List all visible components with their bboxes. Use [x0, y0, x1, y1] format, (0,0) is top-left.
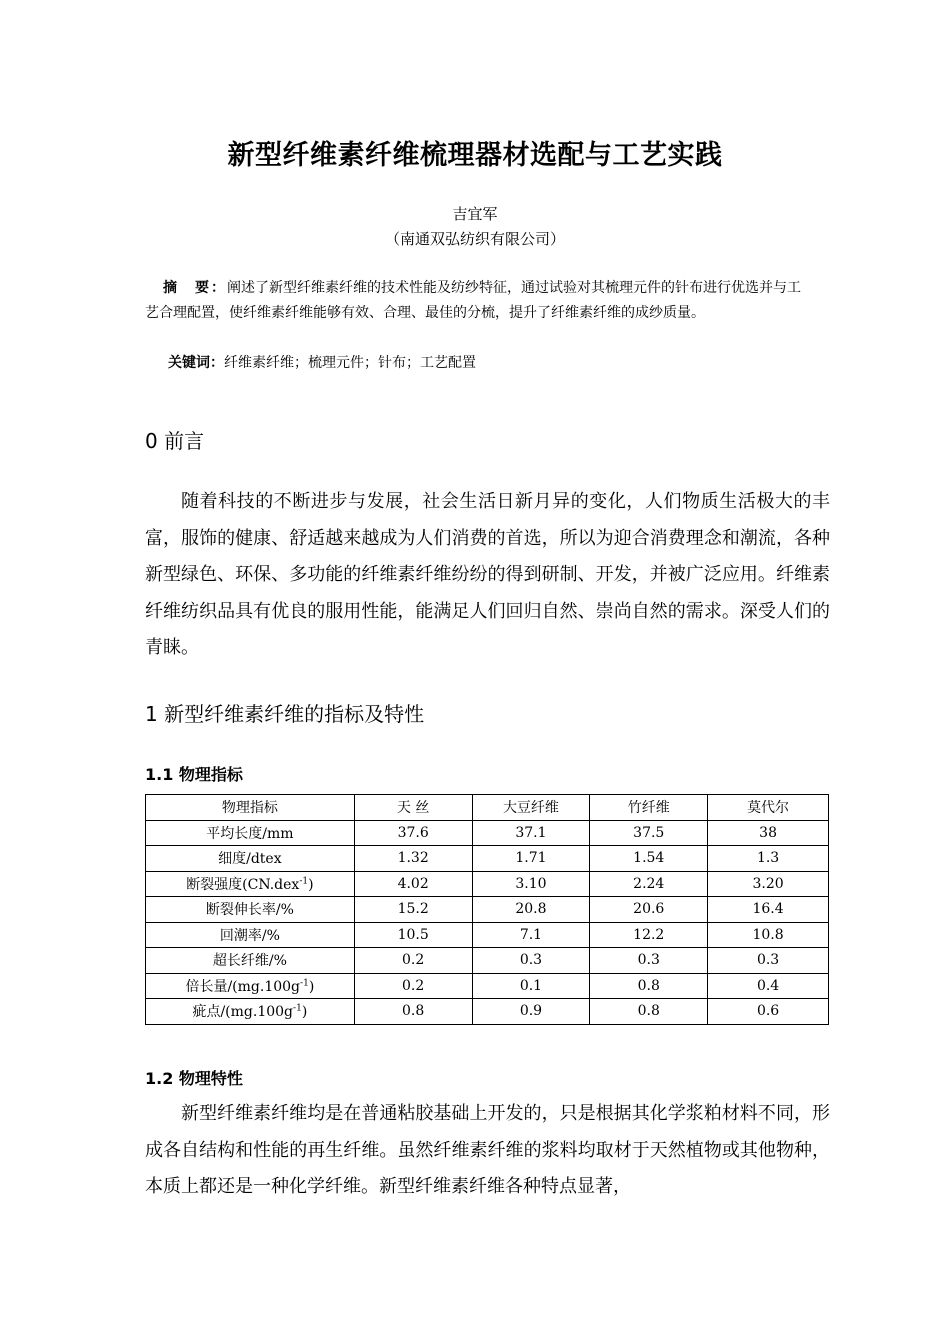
- row-label-superscript: -1: [293, 1003, 302, 1014]
- table-row-label: [146, 871, 355, 897]
- abstract-text: 阐述了新型纤维素纤维的技术性能及纺纱特征，通过试验对其梳理元件的针布进行优选并与工艺合理配置，使纤维素纤维能够有效、合理、最佳的分梳，提升了纤维素纤维的成纱质量。: [145, 280, 801, 321]
- table-cell: 0.8: [590, 999, 708, 1025]
- table-cell: 1.32: [354, 846, 472, 872]
- table-cell: 10.8: [708, 922, 829, 948]
- table-cell: 0.4: [708, 973, 829, 999]
- table-cell: 20.6: [590, 897, 708, 923]
- table-cell: 37.5: [590, 820, 708, 846]
- row-label-text: 细度/dtex: [218, 851, 282, 868]
- keywords-label: 关键词：: [168, 355, 224, 371]
- subsection-heading-physical-characteristics: 1.2 物理特性: [145, 1069, 243, 1088]
- table-row: [146, 871, 829, 897]
- table-cell: 37.1: [472, 820, 590, 846]
- row-label-superscript: -1: [299, 876, 309, 887]
- table-cell: 0.3: [472, 948, 590, 974]
- author-name: 吉宜军: [452, 205, 498, 223]
- table-cell: 0.6: [708, 999, 829, 1025]
- table-row: [146, 820, 829, 846]
- row-label-text: 平均长度/mm: [206, 825, 294, 842]
- table-row: [146, 999, 829, 1025]
- table-cell: 1.71: [472, 846, 590, 872]
- table-cell: 1.54: [590, 846, 708, 872]
- row-label-superscript: -1: [300, 978, 309, 989]
- abstract-label: 摘 要：: [163, 280, 227, 296]
- table-header-cell: 天 丝: [354, 795, 472, 821]
- table-cell: 0.3: [590, 948, 708, 974]
- table-cell: 7.1: [472, 922, 590, 948]
- table-row-label: [146, 948, 355, 974]
- table-header-cell: 大豆纤维: [472, 795, 590, 821]
- row-label-text: 断裂伸长率/%: [205, 902, 294, 919]
- table-cell: 0.1: [472, 973, 590, 999]
- table-header-cell: 竹纤维: [590, 795, 708, 821]
- table-header-cell: 物理指标: [146, 795, 355, 821]
- table-cell: 3.10: [472, 871, 590, 897]
- row-label-text: 回潮率/%: [219, 927, 280, 944]
- table-header-cell: 莫代尔: [708, 795, 829, 821]
- table-cell: 0.9: [472, 999, 590, 1025]
- physical-characteristics-paragraph: 新型纤维素纤维均是在普通粘胶基础上开发的，只是根据其化学浆粕材料不同，形成各自结构和性能的再生纤维。虽然纤维素纤维的浆料均取材于天然植物或其他物种，本质上都还是一种化学纤维。新型纤维素纤维各种特点显著，: [145, 1103, 830, 1197]
- keywords-text: 纤维素纤维；梳理元件；针布；工艺配置: [224, 355, 476, 371]
- table-cell: 15.2: [354, 897, 472, 923]
- table-row-label: [146, 999, 355, 1025]
- row-label-text: 倍长量/(mg.100g: [185, 978, 301, 995]
- table-row: [146, 973, 829, 999]
- table-cell: 0.8: [590, 973, 708, 999]
- subsection-heading-physical-indicators: 1.1 物理指标: [145, 765, 243, 784]
- table-cell: 0.2: [354, 948, 472, 974]
- table-row-label: [146, 973, 355, 999]
- table-cell: 3.20: [708, 871, 829, 897]
- section-heading-introduction: 0 前言: [145, 429, 205, 453]
- table-cell: 0.2: [354, 973, 472, 999]
- table-body: [146, 820, 829, 1024]
- row-label-text: 断裂强度(CN.dex: [186, 876, 300, 893]
- table-header-row: [146, 795, 829, 821]
- table-cell: 20.8: [472, 897, 590, 923]
- table-row: [146, 846, 829, 872]
- table-cell: 10.5: [354, 922, 472, 948]
- abstract: [145, 276, 810, 326]
- table-row: [146, 948, 829, 974]
- table-cell: 12.2: [590, 922, 708, 948]
- table-cell: 37.6: [354, 820, 472, 846]
- row-label-suffix: ): [308, 978, 315, 995]
- table-row: [146, 922, 829, 948]
- author-affiliation: （南通双弘纺织有限公司）: [384, 230, 565, 248]
- physical-indicators-table: [145, 794, 829, 1025]
- table-row-label: [146, 820, 355, 846]
- keywords: [168, 351, 808, 376]
- table-cell: 0.8: [354, 999, 472, 1025]
- table-cell: 4.02: [354, 871, 472, 897]
- row-label-text: 超长纤维/%: [212, 953, 287, 970]
- table-cell: 38: [708, 820, 829, 846]
- table-cell: 1.3: [708, 846, 829, 872]
- table-row: [146, 897, 829, 923]
- introduction-paragraph: 随着科技的不断进步与发展，社会生活日新月异的变化，人们物质生活极大的丰富，服饰的健康、舒适越来越成为人们消费的首选，所以为迎合消费理念和潮流，各种新型绿色、环保、多功能的纤维素纤维纷纷的得到研制、开发，并被广泛应用。纤维素纤维纺织品具有优良的服用性能，能满足人们回归自然、崇尚自然的需求。深受人们的青睐。: [145, 491, 830, 658]
- section-heading-fiber-properties: 1 新型纤维素纤维的指标及特性: [145, 702, 425, 726]
- row-label-suffix: ): [301, 1004, 308, 1021]
- table-row-label: [146, 897, 355, 923]
- table-cell: 16.4: [708, 897, 829, 923]
- paper-title: 新型纤维素纤维梳理器材选配与工艺实践: [227, 140, 723, 171]
- table-row-label: [146, 846, 355, 872]
- table-cell: 2.24: [590, 871, 708, 897]
- row-label-suffix: ): [308, 876, 314, 893]
- table-cell: 0.3: [708, 948, 829, 974]
- row-label-text: 疵点/(mg.100g: [192, 1004, 294, 1021]
- table-row-label: [146, 922, 355, 948]
